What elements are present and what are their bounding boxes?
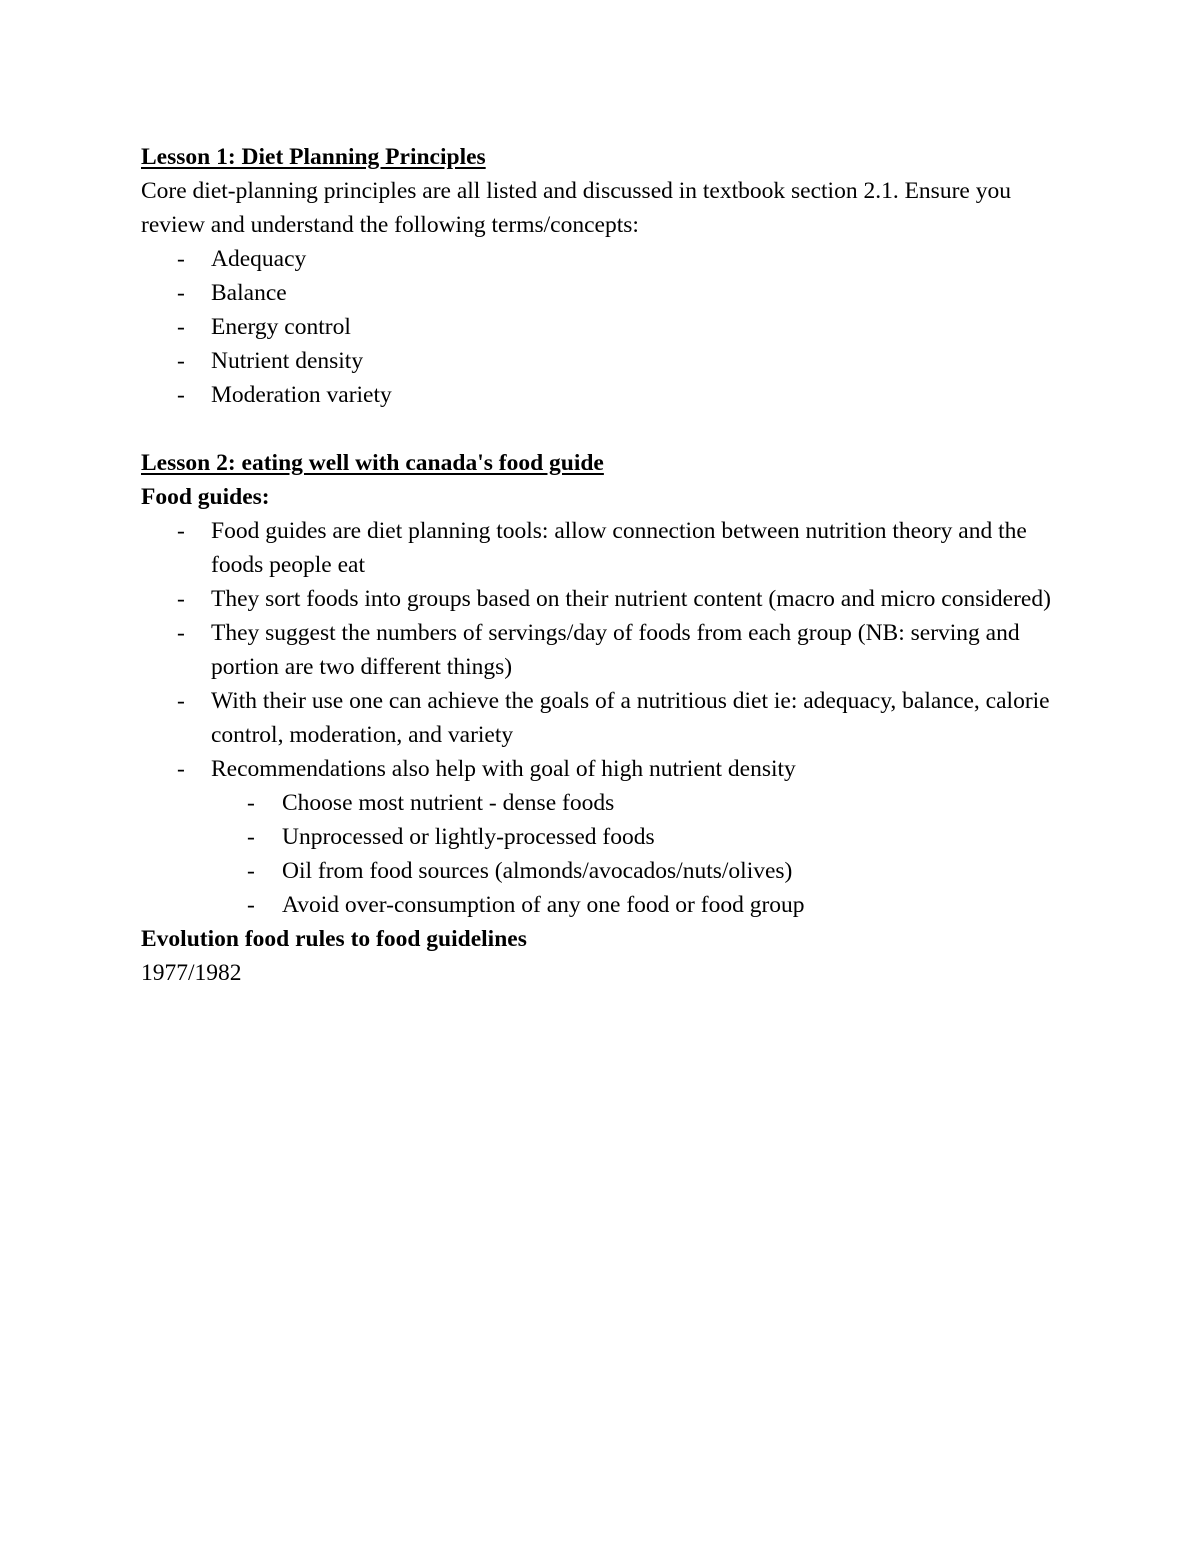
list-item: - Recommendations also help with goal of high nutrient density xyxy=(141,752,1061,786)
evolution-years: 1977/1982 xyxy=(141,960,242,986)
list-item: - With their use one can achieve the goals of a nutritious diet ie: adequacy, balance, calorie control, moderation, and variety xyxy=(141,684,1061,752)
lesson1-term-list xyxy=(141,242,1061,412)
dash-bullet: - xyxy=(177,756,185,782)
section-spacer xyxy=(141,412,1061,446)
list-item: - Oil from food sources (almonds/avocados/nuts/olives) xyxy=(141,854,1061,888)
dash-bullet: - xyxy=(177,246,185,272)
list-item: - Adequacy xyxy=(141,242,1061,276)
list-item: - Balance xyxy=(141,276,1061,310)
lesson1-heading: Lesson 1: Diet Planning Principles xyxy=(141,144,486,170)
food-guides-list xyxy=(141,514,1061,786)
document-page xyxy=(141,140,1061,990)
dash-bullet: - xyxy=(177,348,185,374)
dash-bullet: - xyxy=(177,586,185,612)
dash-bullet: - xyxy=(177,382,185,408)
evolution-heading: Evolution food rules to food guidelines xyxy=(141,926,527,952)
food-guides-subheading: Food guides: xyxy=(141,484,270,510)
dash-bullet: - xyxy=(247,858,255,884)
dash-bullet: - xyxy=(177,620,185,646)
dash-bullet: - xyxy=(177,280,185,306)
lesson2-heading: Lesson 2: eating well with canada's food guide xyxy=(141,450,604,476)
dash-bullet: - xyxy=(177,314,185,340)
list-item: - They suggest the numbers of servings/day of foods from each group (NB: serving and portion are two different things) xyxy=(141,616,1061,684)
dash-bullet: - xyxy=(247,790,255,816)
dash-bullet: - xyxy=(247,892,255,918)
nutrient-density-sublist xyxy=(141,786,1061,922)
list-item: - Energy control xyxy=(141,310,1061,344)
list-item: - Moderation variety xyxy=(141,378,1061,412)
dash-bullet: - xyxy=(177,688,185,714)
dash-bullet: - xyxy=(177,518,185,544)
list-item: - Choose most nutrient - dense foods xyxy=(141,786,1061,820)
lesson1-intro: Core diet-planning principles are all listed and discussed in textbook section 2.1. Ensure you review and understand the following terms/concepts: xyxy=(141,178,1011,238)
list-item: - Food guides are diet planning tools: allow connection between nutrition theory and the foods people eat xyxy=(141,514,1061,582)
dash-bullet: - xyxy=(247,824,255,850)
list-item: - Avoid over-consumption of any one food or food group xyxy=(141,888,1061,922)
list-item: - Nutrient density xyxy=(141,344,1061,378)
list-item: - They sort foods into groups based on their nutrient content (macro and micro considered) xyxy=(141,582,1061,616)
list-item: - Unprocessed or lightly-processed foods xyxy=(141,820,1061,854)
